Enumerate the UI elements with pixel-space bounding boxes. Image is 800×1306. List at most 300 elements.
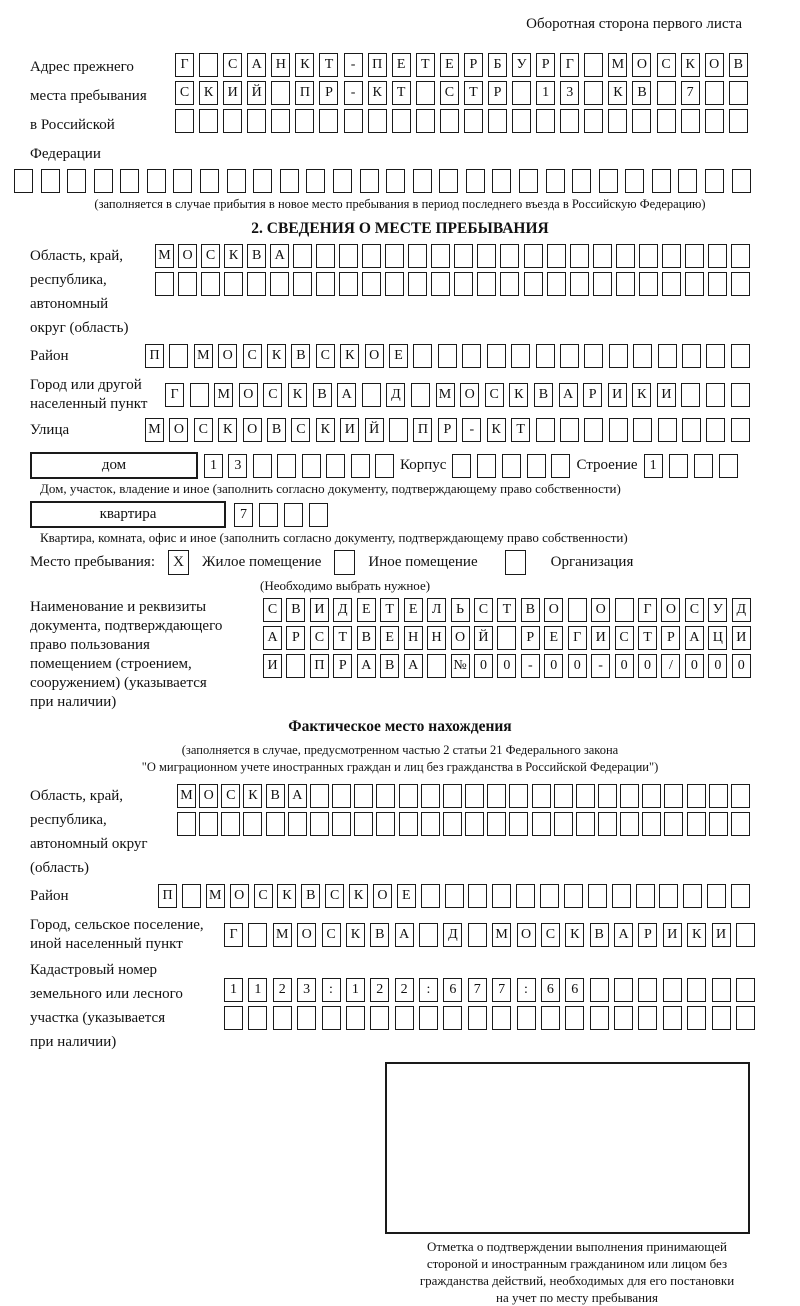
char-cell: Й <box>365 418 384 442</box>
char-cell <box>657 109 676 133</box>
char-cell: П <box>368 53 387 77</box>
char-cell <box>286 654 305 678</box>
char-cell <box>682 344 701 368</box>
char-cell <box>588 884 607 908</box>
char-cell <box>683 884 702 908</box>
char-cell: Г <box>165 383 184 407</box>
char-cell: В <box>247 244 266 268</box>
char-cell <box>316 244 335 268</box>
region-label-line: округ (область) <box>30 320 129 336</box>
char-cell <box>333 169 352 193</box>
char-cell: О <box>705 53 724 77</box>
cadastre-label <box>30 958 224 1054</box>
char-cell: / <box>661 654 680 678</box>
char-cell <box>687 1006 706 1030</box>
char-cell <box>368 109 387 133</box>
char-cell <box>413 169 432 193</box>
char-cell: К <box>340 344 359 368</box>
char-cell <box>227 169 246 193</box>
char-cell: Н <box>404 626 423 650</box>
char-cell <box>376 784 395 808</box>
char-cell: А <box>270 244 289 268</box>
char-cell <box>551 454 570 478</box>
char-cell: С <box>221 784 240 808</box>
char-cell: 0 <box>732 654 751 678</box>
fact-city-label-line: иной населенный пункт <box>30 936 183 952</box>
char-cell: К <box>288 383 307 407</box>
char-cell <box>477 272 496 296</box>
char-cell <box>259 503 278 527</box>
char-cell <box>147 169 166 193</box>
char-cell: И <box>663 923 682 947</box>
char-cell: М <box>608 53 627 77</box>
char-cell <box>302 454 321 478</box>
char-cell: О <box>243 418 262 442</box>
char-cell <box>509 784 528 808</box>
char-cell <box>685 244 704 268</box>
cadastre-block <box>30 958 770 1054</box>
char-cell <box>599 169 618 193</box>
char-cell: 7 <box>492 978 511 1002</box>
char-cell <box>565 1006 584 1030</box>
char-cell <box>416 81 435 105</box>
char-cell: П <box>310 654 329 678</box>
char-cell <box>362 244 381 268</box>
char-cell <box>310 784 329 808</box>
apartment-type-box: квартира <box>30 501 226 528</box>
char-cell <box>253 454 272 478</box>
char-cell <box>273 1006 292 1030</box>
char-cell: М <box>214 383 233 407</box>
char-cell <box>445 884 464 908</box>
char-cell <box>492 1006 511 1030</box>
char-cell <box>326 454 345 478</box>
char-cell <box>346 1006 365 1030</box>
char-cell: А <box>337 383 356 407</box>
char-cell <box>664 812 683 836</box>
char-cell: М <box>206 884 225 908</box>
residence-checkbox-other <box>334 550 355 575</box>
char-cell <box>669 454 688 478</box>
document-row-3 <box>263 654 751 678</box>
char-cell <box>465 784 484 808</box>
char-cell: Т <box>380 598 399 622</box>
fact-city-row <box>224 923 755 947</box>
char-cell <box>712 978 731 1002</box>
char-cell <box>293 272 312 296</box>
char-cell: В <box>301 884 320 908</box>
street-block <box>30 418 770 446</box>
char-cell: Д <box>443 923 462 947</box>
house-number-cells <box>204 454 394 478</box>
char-cell <box>564 884 583 908</box>
char-cell: Т <box>497 598 516 622</box>
fact-region-block <box>30 784 770 880</box>
char-cell: Т <box>511 418 530 442</box>
district-label: Район <box>30 348 69 364</box>
cadastre-row-1 <box>224 978 755 1002</box>
char-cell: С <box>440 81 459 105</box>
char-cell: В <box>632 81 651 105</box>
char-cell: К <box>608 81 627 105</box>
prev-address-row-3 <box>175 109 748 133</box>
char-cell <box>633 418 652 442</box>
char-cell: Е <box>389 344 408 368</box>
char-cell <box>584 344 603 368</box>
char-cell: Й <box>474 626 493 650</box>
char-cell: С <box>474 598 493 622</box>
char-cell <box>511 344 530 368</box>
char-cell <box>620 812 639 836</box>
char-cell <box>277 454 296 478</box>
char-cell <box>638 1006 657 1030</box>
char-cell: Ь <box>451 598 470 622</box>
cadastre-label-line: Кадастровый номер <box>30 962 157 978</box>
char-cell <box>440 109 459 133</box>
char-cell <box>468 923 487 947</box>
char-cell <box>243 812 262 836</box>
char-cell: И <box>223 81 242 105</box>
char-cell <box>687 978 706 1002</box>
char-cell <box>443 784 462 808</box>
char-cell <box>570 244 589 268</box>
char-cell <box>199 812 218 836</box>
char-cell: 1 <box>644 454 663 478</box>
char-cell <box>706 418 725 442</box>
char-cell <box>385 244 404 268</box>
char-cell <box>408 244 427 268</box>
char-cell <box>682 418 701 442</box>
char-cell <box>266 812 285 836</box>
char-cell <box>609 418 628 442</box>
char-cell <box>224 272 243 296</box>
char-cell: 3 <box>560 81 579 105</box>
korpus-cells <box>452 454 570 478</box>
char-cell: О <box>632 53 651 77</box>
char-cell: Г <box>638 598 657 622</box>
char-cell <box>408 272 427 296</box>
char-cell <box>465 812 484 836</box>
char-cell <box>687 784 706 808</box>
char-cell: : <box>322 978 341 1002</box>
char-cell <box>178 272 197 296</box>
fact-city-label-line: Город, сельское поселение, <box>30 917 204 933</box>
char-cell <box>399 784 418 808</box>
stamp-caption-line: гражданства действий, необходимых для его постановки <box>419 1273 735 1288</box>
char-cell: 1 <box>224 978 243 1002</box>
char-cell <box>284 503 303 527</box>
char-cell <box>547 244 566 268</box>
document-label-line: документа, подтверждающего <box>30 618 223 634</box>
city-block <box>30 376 770 414</box>
char-cell <box>175 109 194 133</box>
char-cell: - <box>521 654 540 678</box>
char-cell: Р <box>319 81 338 105</box>
char-cell <box>487 812 506 836</box>
char-cell: К <box>687 923 706 947</box>
char-cell <box>360 169 379 193</box>
cadastre-label-line: земельного или лесного <box>30 986 183 1002</box>
char-cell <box>413 344 432 368</box>
residence-option-organization: Организация <box>550 554 634 570</box>
char-cell <box>297 1006 316 1030</box>
char-cell: П <box>413 418 432 442</box>
char-cell <box>731 344 750 368</box>
prev-address-row-2 <box>175 81 748 105</box>
char-cell: О <box>517 923 536 947</box>
char-cell: О <box>230 884 249 908</box>
char-cell <box>584 81 603 105</box>
char-cell <box>568 598 587 622</box>
char-cell <box>709 784 728 808</box>
char-cell: К <box>346 923 365 947</box>
char-cell: Т <box>333 626 352 650</box>
char-cell <box>731 418 750 442</box>
char-cell: О <box>297 923 316 947</box>
char-cell <box>616 272 635 296</box>
char-cell <box>200 169 219 193</box>
district-row <box>145 344 750 368</box>
prev-address-label-line: Федерации <box>30 146 101 162</box>
region-label <box>30 244 155 340</box>
char-cell: О <box>218 344 237 368</box>
char-cell: К <box>295 53 314 77</box>
char-cell <box>729 109 748 133</box>
char-cell <box>310 812 329 836</box>
korpus-label: Корпус <box>400 457 447 473</box>
char-cell: Г <box>568 626 587 650</box>
document-label-line: Наименование и реквизиты <box>30 599 207 615</box>
char-cell: О <box>169 418 188 442</box>
char-cell: А <box>247 53 266 77</box>
char-cell: - <box>344 81 363 105</box>
char-cell <box>560 418 579 442</box>
char-cell <box>532 812 551 836</box>
char-cell: Т <box>319 53 338 77</box>
char-cell: 0 <box>544 654 563 678</box>
char-cell <box>663 978 682 1002</box>
char-cell: Д <box>732 598 751 622</box>
char-cell: К <box>349 884 368 908</box>
char-cell: А <box>614 923 633 947</box>
house-type-box: дом <box>30 452 198 479</box>
char-cell <box>590 978 609 1002</box>
char-cell <box>462 344 481 368</box>
char-cell: К <box>243 784 262 808</box>
char-cell <box>376 812 395 836</box>
char-cell: Т <box>638 626 657 650</box>
char-cell: 6 <box>443 978 462 1002</box>
fact-region-label-line: автономный округ <box>30 836 148 852</box>
char-cell <box>719 454 738 478</box>
char-cell: И <box>608 383 627 407</box>
char-cell <box>497 626 516 650</box>
char-cell: С <box>316 344 335 368</box>
char-cell: 1 <box>536 81 555 105</box>
char-cell: К <box>277 884 296 908</box>
char-cell: 1 <box>346 978 365 1002</box>
char-cell: С <box>485 383 504 407</box>
prev-address-label <box>30 53 175 169</box>
char-cell <box>598 784 617 808</box>
char-cell: К <box>267 344 286 368</box>
char-cell <box>253 169 272 193</box>
char-cell <box>466 169 485 193</box>
prev-address-row-1 <box>175 53 748 77</box>
char-cell: У <box>708 598 727 622</box>
char-cell <box>536 418 555 442</box>
char-cell: С <box>685 598 704 622</box>
char-cell: 0 <box>474 654 493 678</box>
char-cell <box>705 81 724 105</box>
stamp-caption-line: стороной и иностранным гражданином или лицом без <box>426 1256 728 1271</box>
char-cell <box>527 454 546 478</box>
char-cell: К <box>632 383 651 407</box>
char-cell: С <box>201 244 220 268</box>
char-cell: Д <box>333 598 352 622</box>
char-cell <box>385 272 404 296</box>
char-cell: А <box>404 654 423 678</box>
char-cell <box>678 169 697 193</box>
char-cell <box>190 383 209 407</box>
char-cell <box>431 244 450 268</box>
char-cell <box>659 884 678 908</box>
char-cell <box>344 109 363 133</box>
char-cell: И <box>591 626 610 650</box>
char-cell: А <box>395 923 414 947</box>
char-cell: Г <box>224 923 243 947</box>
char-cell <box>598 812 617 836</box>
char-cell <box>687 812 706 836</box>
char-cell: О <box>591 598 610 622</box>
char-cell <box>280 169 299 193</box>
char-cell <box>662 244 681 268</box>
char-cell <box>322 1006 341 1030</box>
stamp-caption-line: на учет по месту пребывания <box>496 1290 658 1305</box>
char-cell <box>332 812 351 836</box>
char-cell <box>421 884 440 908</box>
prev-address-cells <box>175 53 748 137</box>
fact-district-block <box>30 884 770 912</box>
char-cell <box>658 418 677 442</box>
char-cell: О <box>661 598 680 622</box>
fact-region-row-1 <box>177 784 750 808</box>
char-cell <box>421 812 440 836</box>
char-cell <box>517 1006 536 1030</box>
char-cell <box>468 1006 487 1030</box>
char-cell: С <box>615 626 634 650</box>
fact-city-label <box>30 916 224 954</box>
char-cell <box>642 812 661 836</box>
char-cell: Е <box>397 884 416 908</box>
city-row <box>165 383 750 407</box>
district-block <box>30 344 770 372</box>
char-cell <box>67 169 86 193</box>
char-cell <box>731 244 750 268</box>
char-cell <box>421 784 440 808</box>
char-cell: С <box>310 626 329 650</box>
char-cell <box>316 272 335 296</box>
char-cell <box>362 272 381 296</box>
char-cell: № <box>451 654 470 678</box>
char-cell: О <box>365 344 384 368</box>
char-cell: М <box>436 383 455 407</box>
char-cell: К <box>565 923 584 947</box>
document-label-line: при наличии) <box>30 694 117 710</box>
char-cell <box>560 109 579 133</box>
char-cell: О <box>544 598 563 622</box>
char-cell <box>547 272 566 296</box>
prev-address-label-line: места пребывания <box>30 88 147 104</box>
char-cell: Е <box>440 53 459 77</box>
document-row-1 <box>263 598 751 622</box>
char-cell: 2 <box>395 978 414 1002</box>
char-cell: : <box>419 978 438 1002</box>
char-cell: Р <box>286 626 305 650</box>
char-cell <box>694 454 713 478</box>
char-cell <box>309 503 328 527</box>
char-cell: Н <box>271 53 290 77</box>
char-cell <box>288 812 307 836</box>
char-cell: Б <box>488 53 507 77</box>
char-cell: К <box>316 418 335 442</box>
char-cell: Р <box>536 53 555 77</box>
char-cell: К <box>681 53 700 77</box>
fact-city-block <box>30 916 770 954</box>
char-cell <box>584 418 603 442</box>
char-cell: - <box>591 654 610 678</box>
char-cell <box>524 272 543 296</box>
fact-region-label-line: Область, край, <box>30 788 124 804</box>
char-cell <box>614 978 633 1002</box>
char-cell: - <box>462 418 481 442</box>
char-cell <box>41 169 60 193</box>
char-cell <box>439 169 458 193</box>
char-cell <box>706 344 725 368</box>
char-cell: 6 <box>541 978 560 1002</box>
char-cell <box>731 812 750 836</box>
document-label-line: помещением (строением, <box>30 656 192 672</box>
actual-location-title: Фактическое место нахождения <box>288 718 512 735</box>
residence-checkbox-residential: X <box>168 550 189 575</box>
cadastre-cells <box>224 978 755 1034</box>
char-cell <box>681 109 700 133</box>
char-cell: С <box>263 598 282 622</box>
char-cell: Й <box>247 81 266 105</box>
document-label <box>30 598 263 712</box>
char-cell: 1 <box>248 978 267 1002</box>
region-block <box>30 244 770 340</box>
apartment-cells <box>234 503 328 527</box>
char-cell <box>293 244 312 268</box>
char-cell <box>736 978 755 1002</box>
char-cell: С <box>322 923 341 947</box>
char-cell: Р <box>521 626 540 650</box>
document-label-line: сооружением) (указывается <box>30 675 207 691</box>
char-cell <box>708 272 727 296</box>
document-row-2 <box>263 626 751 650</box>
char-cell <box>431 272 450 296</box>
char-cell: С <box>291 418 310 442</box>
city-label-line: населенный пункт <box>30 396 148 412</box>
char-cell <box>608 109 627 133</box>
region-cells <box>155 244 750 300</box>
prev-address-block <box>30 53 770 169</box>
char-cell <box>339 272 358 296</box>
char-cell: 7 <box>234 503 253 527</box>
char-cell <box>584 109 603 133</box>
char-cell: 0 <box>497 654 516 678</box>
